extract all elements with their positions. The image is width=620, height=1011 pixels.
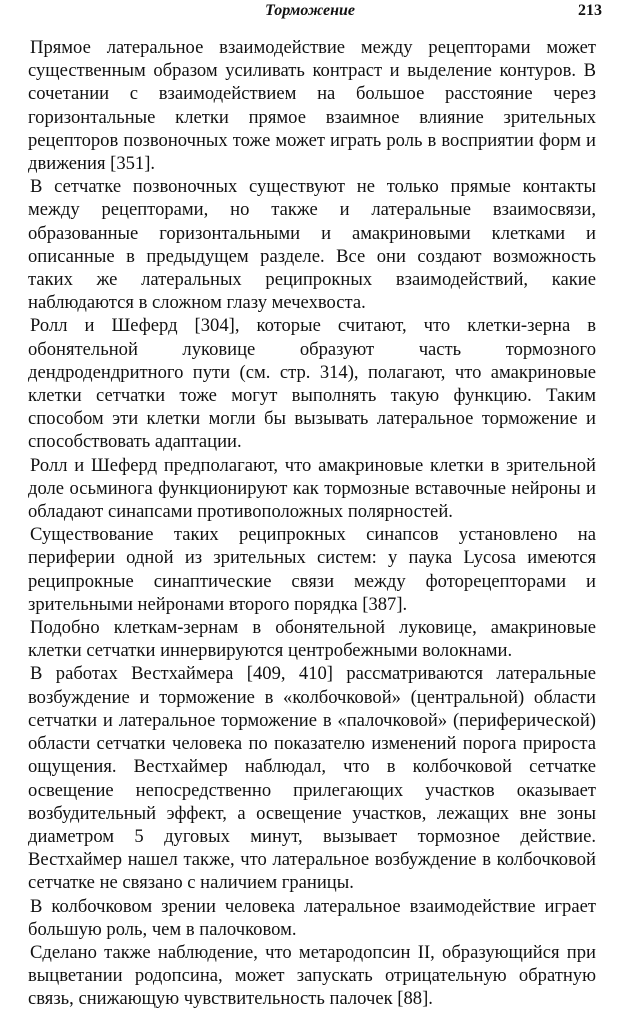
paragraph-2: В сетчатке позвоночных существуют не только прямые контакты между рецепторами, но также и латеральные взаимосвязи, образованные горизонтальными и амакриновыми клетками и описанные в предыдущем разделе. Все они создают возможность таких же латеральных реципрокных взаимодействий, какие наблюдаются в сложном глазу мечехвоста. [28,176,596,314]
running-title: Торможение [265,2,355,19]
paragraph-4: Ролл и Шеферд предполагают, что амакриновые клетки в зрительной доле осьминога функционируют как тормозные вставочные нейроны и обладают синапсами противоположных полярностей. [28,454,596,523]
paragraph-8: В колбочковом зрении человека латеральное взаимодействие играет большую роль, чем в палочковом. [28,895,596,940]
running-head [0,2,620,28]
paragraph-5: Существование таких реципрокных синапсов установлено на периферии одной из зрительных систем: у паука Lycosa имеются реципрокные синаптические связи между фоторецепторами и зрительными нейронами второго порядка [387]. [28,524,596,615]
paragraph-1: Прямое латеральное взаимодействие между рецепторами может существенным образом усиливать контраст и выделение контуров. В сочетании с взаимодействием на большое расстояние через горизонтальные клетки прямое взаимное влияние зрительных рецепторов позвоночных тоже может играть роль в восприятии форм и движения [351]. [28,37,596,175]
paragraph-3: Ролл и Шеферд [304], которые считают, что клетки-зерна в обонятельной луковице образуют часть тормозного дендродендритного пути (см. стр. 314), полагают, что амакриновые клетки сетчатки тоже могут выполнять такую функцию. Таким способом эти клетки могли бы вызывать латеральное торможение и способствовать адаптации. [28,315,596,453]
paragraph-6: Подобно клеткам-зернам в обонятельной луковице, амакриновые клетки сетчатки иннервируются центробежными волокнами. [28,617,596,662]
page-number: 213 [578,2,602,19]
paragraph-7: В работах Вестхаймера [409, 410] рассматриваются латеральные возбуждение и торможение в «колбочковой» (центральной) области сетчатки и латеральное торможение в «палочковой» (периферической) области сетчатки человека по показателю изменений порога прироста ощущения. Вестхаймер наблюдал, что в колбочковой сетчатке освещение непосредственно прилегающих участков оказывает возбудительный эффект, а освещение участков, лежащих вне зоны диаметром 5 дуговых минут, вызывает тормозное действие. Вестхаймер нашел также, что латеральное возбуждение в колбочковой сетчатке не связано с наличием границы. [28,663,596,894]
body-text [28,36,596,1011]
paragraph-9: Сделано также наблюдение, что метародопсин II, образующийся при выцветании родопсина, может запускать отрицательную обратную связь, снижающую чувствительность палочек [88]. [28,941,596,1010]
